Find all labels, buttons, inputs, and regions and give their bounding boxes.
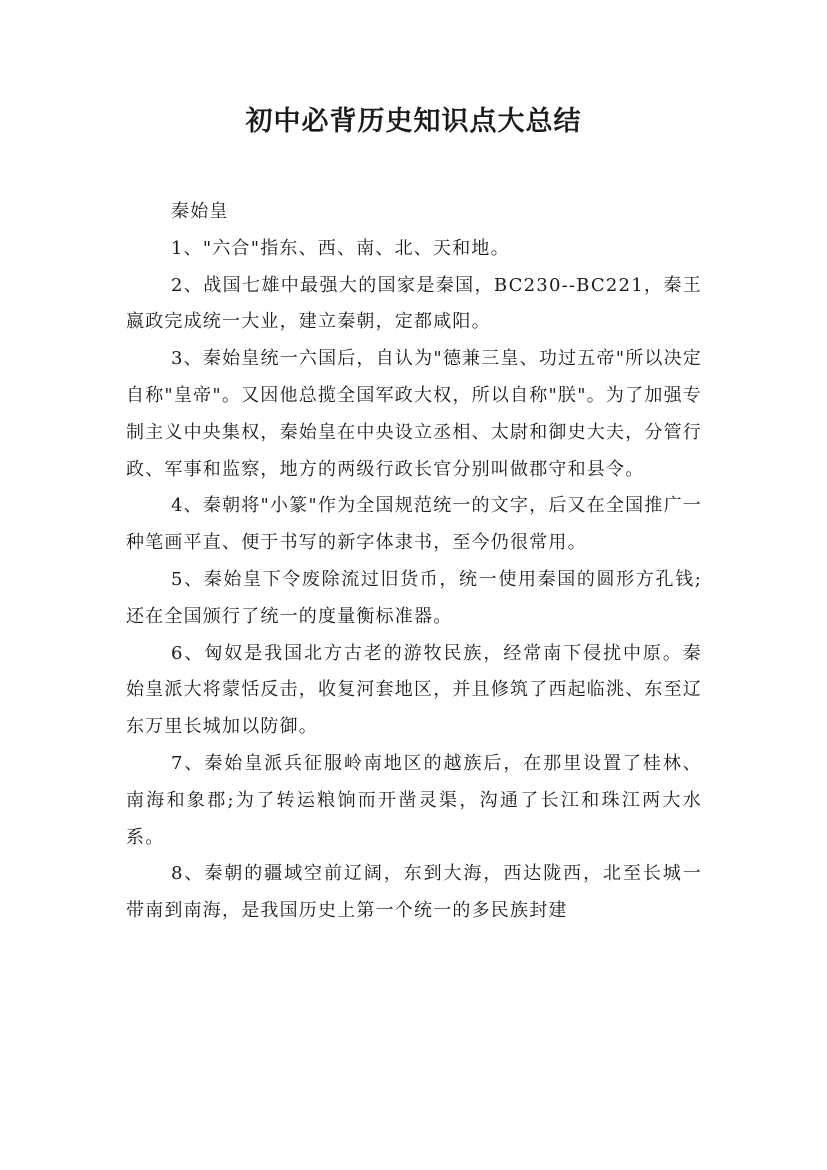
paragraph-4: 4、秦朝将"小篆"作为全国规范统一的文字，后又在全国推广一种笔画平直、便于书写的新字体隶书，至今仍很常用。 [126,495,702,554]
paragraph-2: 2、战国七雄中最强大的国家是秦国，BC230--BC221，秦王嬴政完成统一大业，建立秦朝，定都咸阳。 [126,274,702,333]
section-heading: 秦始皇 [171,201,229,222]
paragraph-1: 1、"六合"指东、西、南、北、天和地。 [171,237,510,259]
paragraph-8: 8、秦朝的疆域空前辽阔，东到大海，西达陇西，北至长城一带南到南海，是我国历史上第一个统一的多民族封建 [126,863,702,922]
paragraph-5: 5、秦始皇下令废除流过旧货币，统一使用秦国的圆形方孔钱;还在全国颁行了统一的度量衡标准器。 [126,568,702,627]
document-body [126,194,702,930]
paragraph-3: 3、秦始皇统一六国后，自认为"德兼三皇、功过五帝"所以决定自称"皇帝"。又因他总揽全国军政大权，所以自称"朕"。为了加强专制主义中央集权，秦始皇在中央设立丞相、太尉和御史大夫，分管行政、军事和监察，地方的两级行政长官分别叫做郡守和县令。 [126,348,702,480]
paragraph-6: 6、匈奴是我国北方古老的游牧民族，经常南下侵扰中原。秦始皇派大将蒙恬反击，收复河套地区，并且修筑了西起临洮、东至辽东万里长城加以防御。 [126,642,702,738]
paragraph-7: 7、秦始皇派兵征服岭南地区的越族后，在那里设置了桂林、南海和象郡;为了转运粮饷而开凿灵渠，沟通了长江和珠江两大水系。 [126,752,702,848]
document-title: 初中必背历史知识点大总结 [245,106,582,137]
